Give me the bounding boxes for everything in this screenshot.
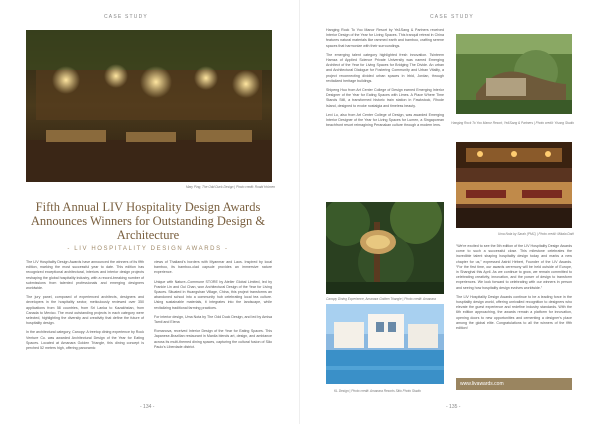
website-link[interactable]: www.livawards.com	[456, 378, 572, 390]
paragraph: Shipeng Huo from Art Center College of Design earned Emerging Interior Designer of the Year for Eating Spaces with Limes. A Place Where Time Stands Still, a transformed historic train station in Fawkstock, Rhode Island, designed to evoke nostalgia and timeless beauty.	[326, 88, 444, 108]
left-column-1	[26, 260, 144, 355]
photo-caption: Canopy Dining Experience, Amanara Golden Triangle | Photo credit: Amanara	[326, 297, 436, 301]
page-header: CASE STUDY	[104, 14, 148, 20]
paragraph: Unique with Nature–Commune STORE by Atelier Global Limited, led by Frankie Lin and Oui Chan, won Architectural Design of the Year for Living Spaces. Situated in Huangshan Village, China, this project transforms an abandoned school into a community hub celebrating local tea culture. Using sustainable materials, it integrates into the landscape, while revitalizing traditional farming practices.	[154, 279, 272, 310]
paragraph: Hanging Rock To Yoo Manor Resort by Ye&Sang & Partners received Interior Design of the Year for Living Spaces. This tranquil retreat in China features natural materials like rammed earth and bamboo, crafting serene spaces that harmonize with their surroundings.	[326, 28, 444, 48]
photo-caption: Hanging Rock To Yoo Manor Resort, Ye&Sang & Partners | Photo credit: Yisong Studio	[451, 121, 574, 125]
paragraph: In the architectural category, Canopy: A treetop dining experience by Rock Venture Co. was awarded Architectural Design of the Year for Eating Spaces. Located at Amanara Golden Triangle, this dining concept is perched 52 meters high, offering panoramic	[26, 330, 144, 351]
paragraph: For interior design, Uma Nota by The Odd Duck Design, and led by Amisa Tamil and Elena	[154, 314, 272, 325]
pool-resort-photo	[326, 304, 444, 384]
canopy-photo	[326, 202, 444, 294]
photo-caption: Mary Ping, The Odd Duck Design | Photo credit: Roald Holmen	[185, 185, 275, 189]
paragraph: views of Thailand's borders with Myanmar and Laos. Inspired by local bamboo, its bamboo-clad capsule provides an immersive nature experience.	[154, 260, 272, 275]
right-column-2	[456, 244, 572, 335]
left-column-2	[154, 260, 272, 354]
paragraph: The LIV Hospitality Design Awards continue to be a leading force in the hospitality design world, offering unrivalled recognition to designers who elevate the guest experience and redefine industry standards. With the 6th edition approaching, the awards remain a platform for innovation, opening doors to new opportunities and cementing a designer's place among the global elite. Congratulations to all the winners of the fifth edition!	[456, 294, 572, 331]
article-subtitle: - LIV HOSPITALITY DESIGN AWARDS -	[67, 246, 229, 252]
photo-caption: KL Design | Photo credit: Amanara Resorts Sitio Photo Studio	[334, 389, 421, 393]
article-title: Fifth Annual LIV Hospitality Design Awards Announces Winners for Outstanding Design & Architecture	[30, 200, 266, 242]
resort-photo	[456, 34, 572, 114]
page-number: - 135 -	[446, 404, 461, 410]
page-number: - 134 -	[140, 404, 155, 410]
page-header: CASE STUDY	[430, 14, 474, 20]
paragraph: Lexi Lu, also from Art Center College of Design, was awarded Emerging Interior Designer of the Year for Living Spaces for Lumen, a Singaporean beachfront resort reimagining Peranakan culture through a modern lens.	[326, 112, 444, 128]
paragraph: “We're excited to see the 5th edition of the LIV Hospitality Design Awards come to such a successful close. This milestone celebrates the incredible talent shaping hospitality design today and marks a new chapter for us,” expressed Astrid Hébert, Founder of the LIV Awards. “For the first time, our awards ceremony will be held outside of Europe, in Shanghai this April. As we continue to grow, we remain committed to celebrating creativity, innovation, and the power of design to transform experiences. We look forward to celebrating with our winners in person and seeing how hospitality design evolves worldwide.”	[456, 244, 573, 290]
paragraph: The LIV Hospitality Design Awards have announced the winners of its fifth edition, marking the most successful year to date. This edition has recognized exceptional architectural, interiors and interior design projects reshaping the global hospitality industry, with a record-breaking number of submissions from talented professionals and emerging designers worldwide.	[26, 260, 144, 291]
right-column-1	[326, 28, 444, 132]
paragraph: The emerging talent category highlighted fresh innovation. Tsinteem Hamza of Applied Science Private University was named Emerging Architect of the Year for Living Spaces for Bridging The Divide. An urban and Architectural Dialogue for Fostering Community and Urban Vitality, a project reconnecting divided urban spaces in Irbid, Jordan, through revitalized heritage buildings.	[326, 52, 444, 83]
photo-caption: Uma Nota by Sarah (PMC) | Photo credit: Mikala Dahl	[497, 232, 574, 236]
restaurant-photo	[26, 30, 272, 182]
paragraph: Romanova, received Interior Design of the Year for Eating Spaces. This Japanese-Brazilian restaurant in Manila blends art, design, and ambiance across its multi-themed dining spaces, capturing the cultural fusion of São Paulo's Liberdade district.	[154, 329, 272, 349]
paragraph: The jury panel, composed of experienced architects, designers and developers in the hospitality sector, meticulously reviewed over 350 applications from 58 countries, from Sri Lanka to Kazakhstan, from Canada to Mexico. The most outstanding projects in each category were selected, highlighting the diversity and creativity that define the future of hospitality design.	[26, 295, 144, 326]
right-page	[300, 0, 600, 424]
restaurant-interior-photo	[456, 142, 572, 228]
